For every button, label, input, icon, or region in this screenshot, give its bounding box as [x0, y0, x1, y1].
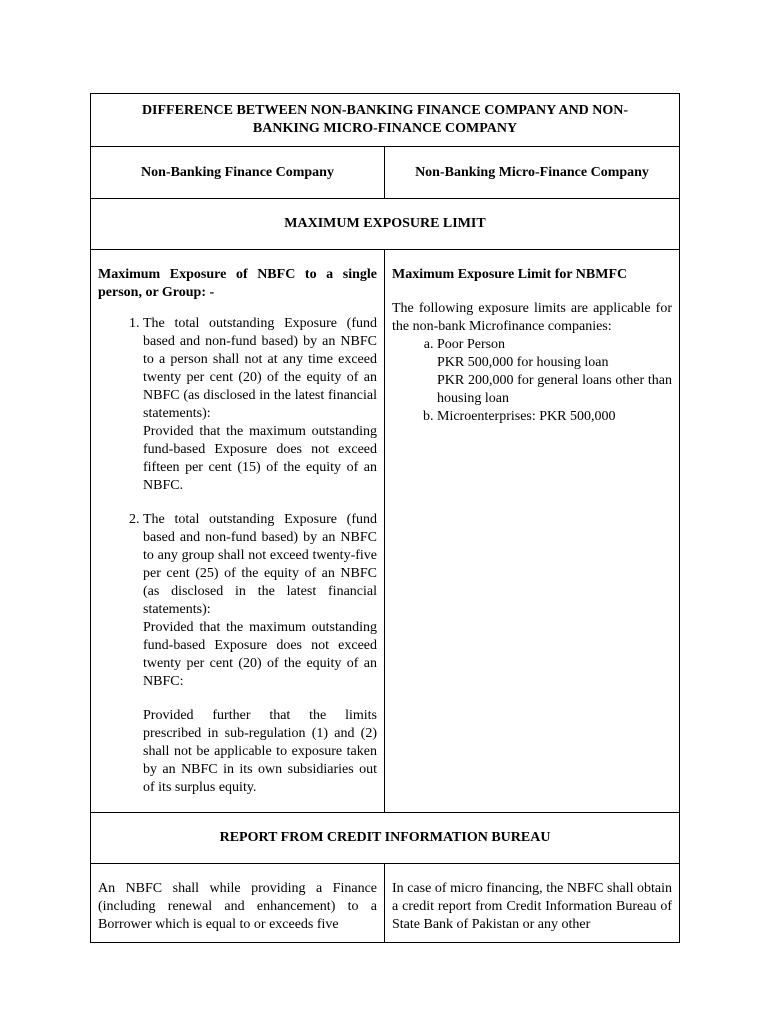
list-item	[143, 315, 377, 511]
nbmfc-exposure-list	[392, 336, 672, 426]
document-title: DIFFERENCE BETWEEN NON-BANKING FINANCE COMPANY AND NON-BANKING MICRO-FINANCE COMPANY	[141, 103, 629, 136]
credit-bureau-content-row	[91, 864, 680, 943]
nbfc-exposure-list	[98, 315, 377, 797]
nbfc-exposure-cell	[91, 250, 384, 812]
list-item	[437, 408, 672, 426]
section-row-exposure	[91, 199, 680, 250]
section-row-credit-bureau	[91, 813, 680, 864]
nbfc-exposure-subheading: Maximum Exposure of NBFC to a single person, or Group: -	[98, 267, 377, 300]
column-header-row	[91, 147, 680, 199]
column-header-nbfc: Non-Banking Finance Company	[141, 164, 334, 180]
exposure-rule-proviso-further: Provided further that the limits prescribed in sub-regulation (1) and (2) shall not be applicable to exposure taken by an NBFC in its own subsidiaries out of its surplus equity.	[143, 708, 377, 795]
exposure-rule-proviso: Provided that the maximum outstanding fund-based Exposure does not exceed twenty per cent (20) of the equity of an NBFC:	[143, 620, 377, 689]
section-heading-credit-bureau: REPORT FROM CREDIT INFORMATION BUREAU	[219, 830, 551, 845]
list-item	[143, 511, 377, 797]
nbmfc-exposure-subheading: Maximum Exposure Limit for NBMFC	[392, 267, 628, 282]
nbmfc-exposure-cell	[385, 250, 679, 812]
section-heading-exposure: MAXIMUM EXPOSURE LIMIT	[284, 216, 486, 231]
title-row	[91, 94, 680, 147]
nbmfc-exposure-intro: The following exposure limits are applicable for the non-bank Microfinance companies:	[392, 301, 673, 334]
limit-label: a. Poor Person	[437, 337, 506, 352]
exposure-content-row	[91, 250, 680, 813]
limit-general-loan: PKR 200,000 for general loans other than housing loan	[437, 373, 673, 406]
limit-housing-loan: PKR 500,000 for housing loan	[437, 355, 609, 370]
list-item	[437, 336, 672, 408]
nbfc-credit-bureau-text: An NBFC shall while providing a Finance (including renewal and enhancement) to a Borrower which is equal to or exceeds five	[98, 881, 377, 932]
exposure-rule-text: 1. The total outstanding Exposure (fund based and non-fund based) by an NBFC to a person shall not at any time exceed twenty per cent (20) of the equity of an NBFC (as disclosed in the latest financial statements):	[143, 316, 377, 421]
exposure-rule-proviso: Provided that the maximum outstanding fund-based Exposure does not exceed fifteen per cent (15) of the equity of an NBFC.	[143, 424, 377, 493]
comparison-table	[90, 93, 680, 943]
limit-label: b. Microenterprises: PKR 500,000	[437, 409, 616, 424]
exposure-rule-text: 2. The total outstanding Exposure (fund based and non-fund based) by an NBFC to any group shall not exceed twenty-five per cent (25) of the equity of an NBFC (as disclosed in the latest financial statements):	[143, 512, 377, 617]
nbmfc-credit-bureau-text: In case of micro financing, the NBFC shall obtain a credit report from Credit Information Bureau of State Bank of Pakistan or any other	[392, 881, 673, 932]
column-header-nbmfc: Non-Banking Micro-Finance Company	[415, 164, 649, 180]
